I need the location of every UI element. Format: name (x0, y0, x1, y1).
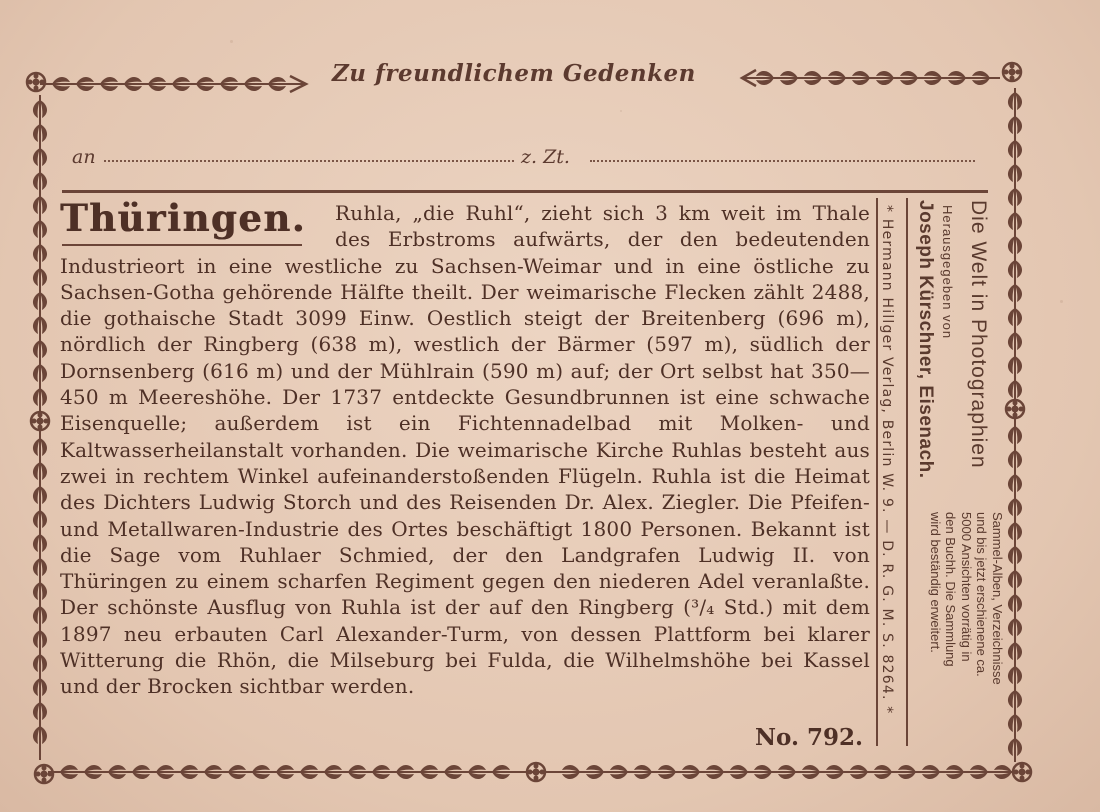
address-date-label: z. Zt. (521, 146, 570, 168)
sidebar-separator-left (876, 198, 878, 746)
series-description-line: den Buchh. Die Sammlung (943, 512, 959, 667)
series-description (928, 512, 1006, 752)
series-description-line: wird beständig erweitert. (928, 512, 943, 653)
article-title: Thüringen. (60, 196, 306, 240)
editor-prefix: Herausgegeben von (940, 205, 955, 340)
sidebar-separator-right (906, 198, 908, 746)
article-body (60, 200, 870, 760)
article-body-text: Ruhla, „die Ruhl“, zieht sich 3 km weit im Thale des Erbstroms aufwärts, der den bedeutenden Industrieort in eine westliche zu Sachsen-Weimar und in eine östliche zu Sachsen-Gotha gehörende Hälfte theilt. Der weimarische Flecken zählt 2488, die gothaische Stadt 3099 Einw. Oestlich steigt der Breitenberg (696 m), nördlich der Ringberg (638 m), westlich der Bärmer (597 m), südlich der Dornsenberg (616 m) und der Mühlrain (590 m) auf; der Ort selbst hat 350—450 m Meereshöhe. Der 1737 entdeckte Gesundbrunnen ist eine schwache Eisenquelle; außerdem ist ein Fichtennadelbad mit Molken- und Kaltwasserheilanstalt vorhanden. Die weimarische Kirche Ruhlas besteht aus zwei in rechtem Winkel aufeinanderstoßenden Flügeln. Ruhla ist die Heimat des Dichters Ludwig Storch und des Reisenden Dr. Alex. Ziegler. Die Pfeifen- und Metallwaren-Industrie des Ortes beschäftigt 1800 Personen. Bekannt ist die Sage vom Ruhlaer Schmied, der den Landgrafen Ludwig II. von Thüringen zu einem scharfen Regiment gegen den niederen Adel veranlaßte. Der schönste Ausflug von Ruhla ist der auf den Ringberg (³/₄ Std.) mit dem 1897 neu erbauten Carl Alexander-Turm, von dessen Plattform bei klarer Witterung die Rhön, die Milseburg bei Fulda, die Wilhelmshöhe bei Kassel und der Brocken sichtbar werden. (60, 201, 870, 699)
editor-name: Joseph Kürschner, Eisenach. (915, 200, 936, 479)
series-description-line: Sammel-Alben, Verzeichnisse (990, 512, 1005, 685)
divider-rule (62, 190, 988, 193)
series-description-line: und bis jetzt erschienene ca. (974, 512, 990, 677)
address-date-line[interactable] (590, 160, 975, 162)
card-number: No. 792. (755, 724, 863, 751)
address-to-label: an (72, 146, 96, 168)
publisher-line: * Hermann Hillger Verlag, Berlin W. 9. — D. R. G. M. S. 8264. * (879, 205, 895, 715)
greeting-heading: Zu freundlichem Gedenken (332, 60, 696, 87)
series-title: Die Welt in Photographien (967, 200, 990, 469)
series-description-line: 5000 Ansichten vorrätig in (959, 512, 974, 662)
address-to-line[interactable] (104, 160, 514, 162)
